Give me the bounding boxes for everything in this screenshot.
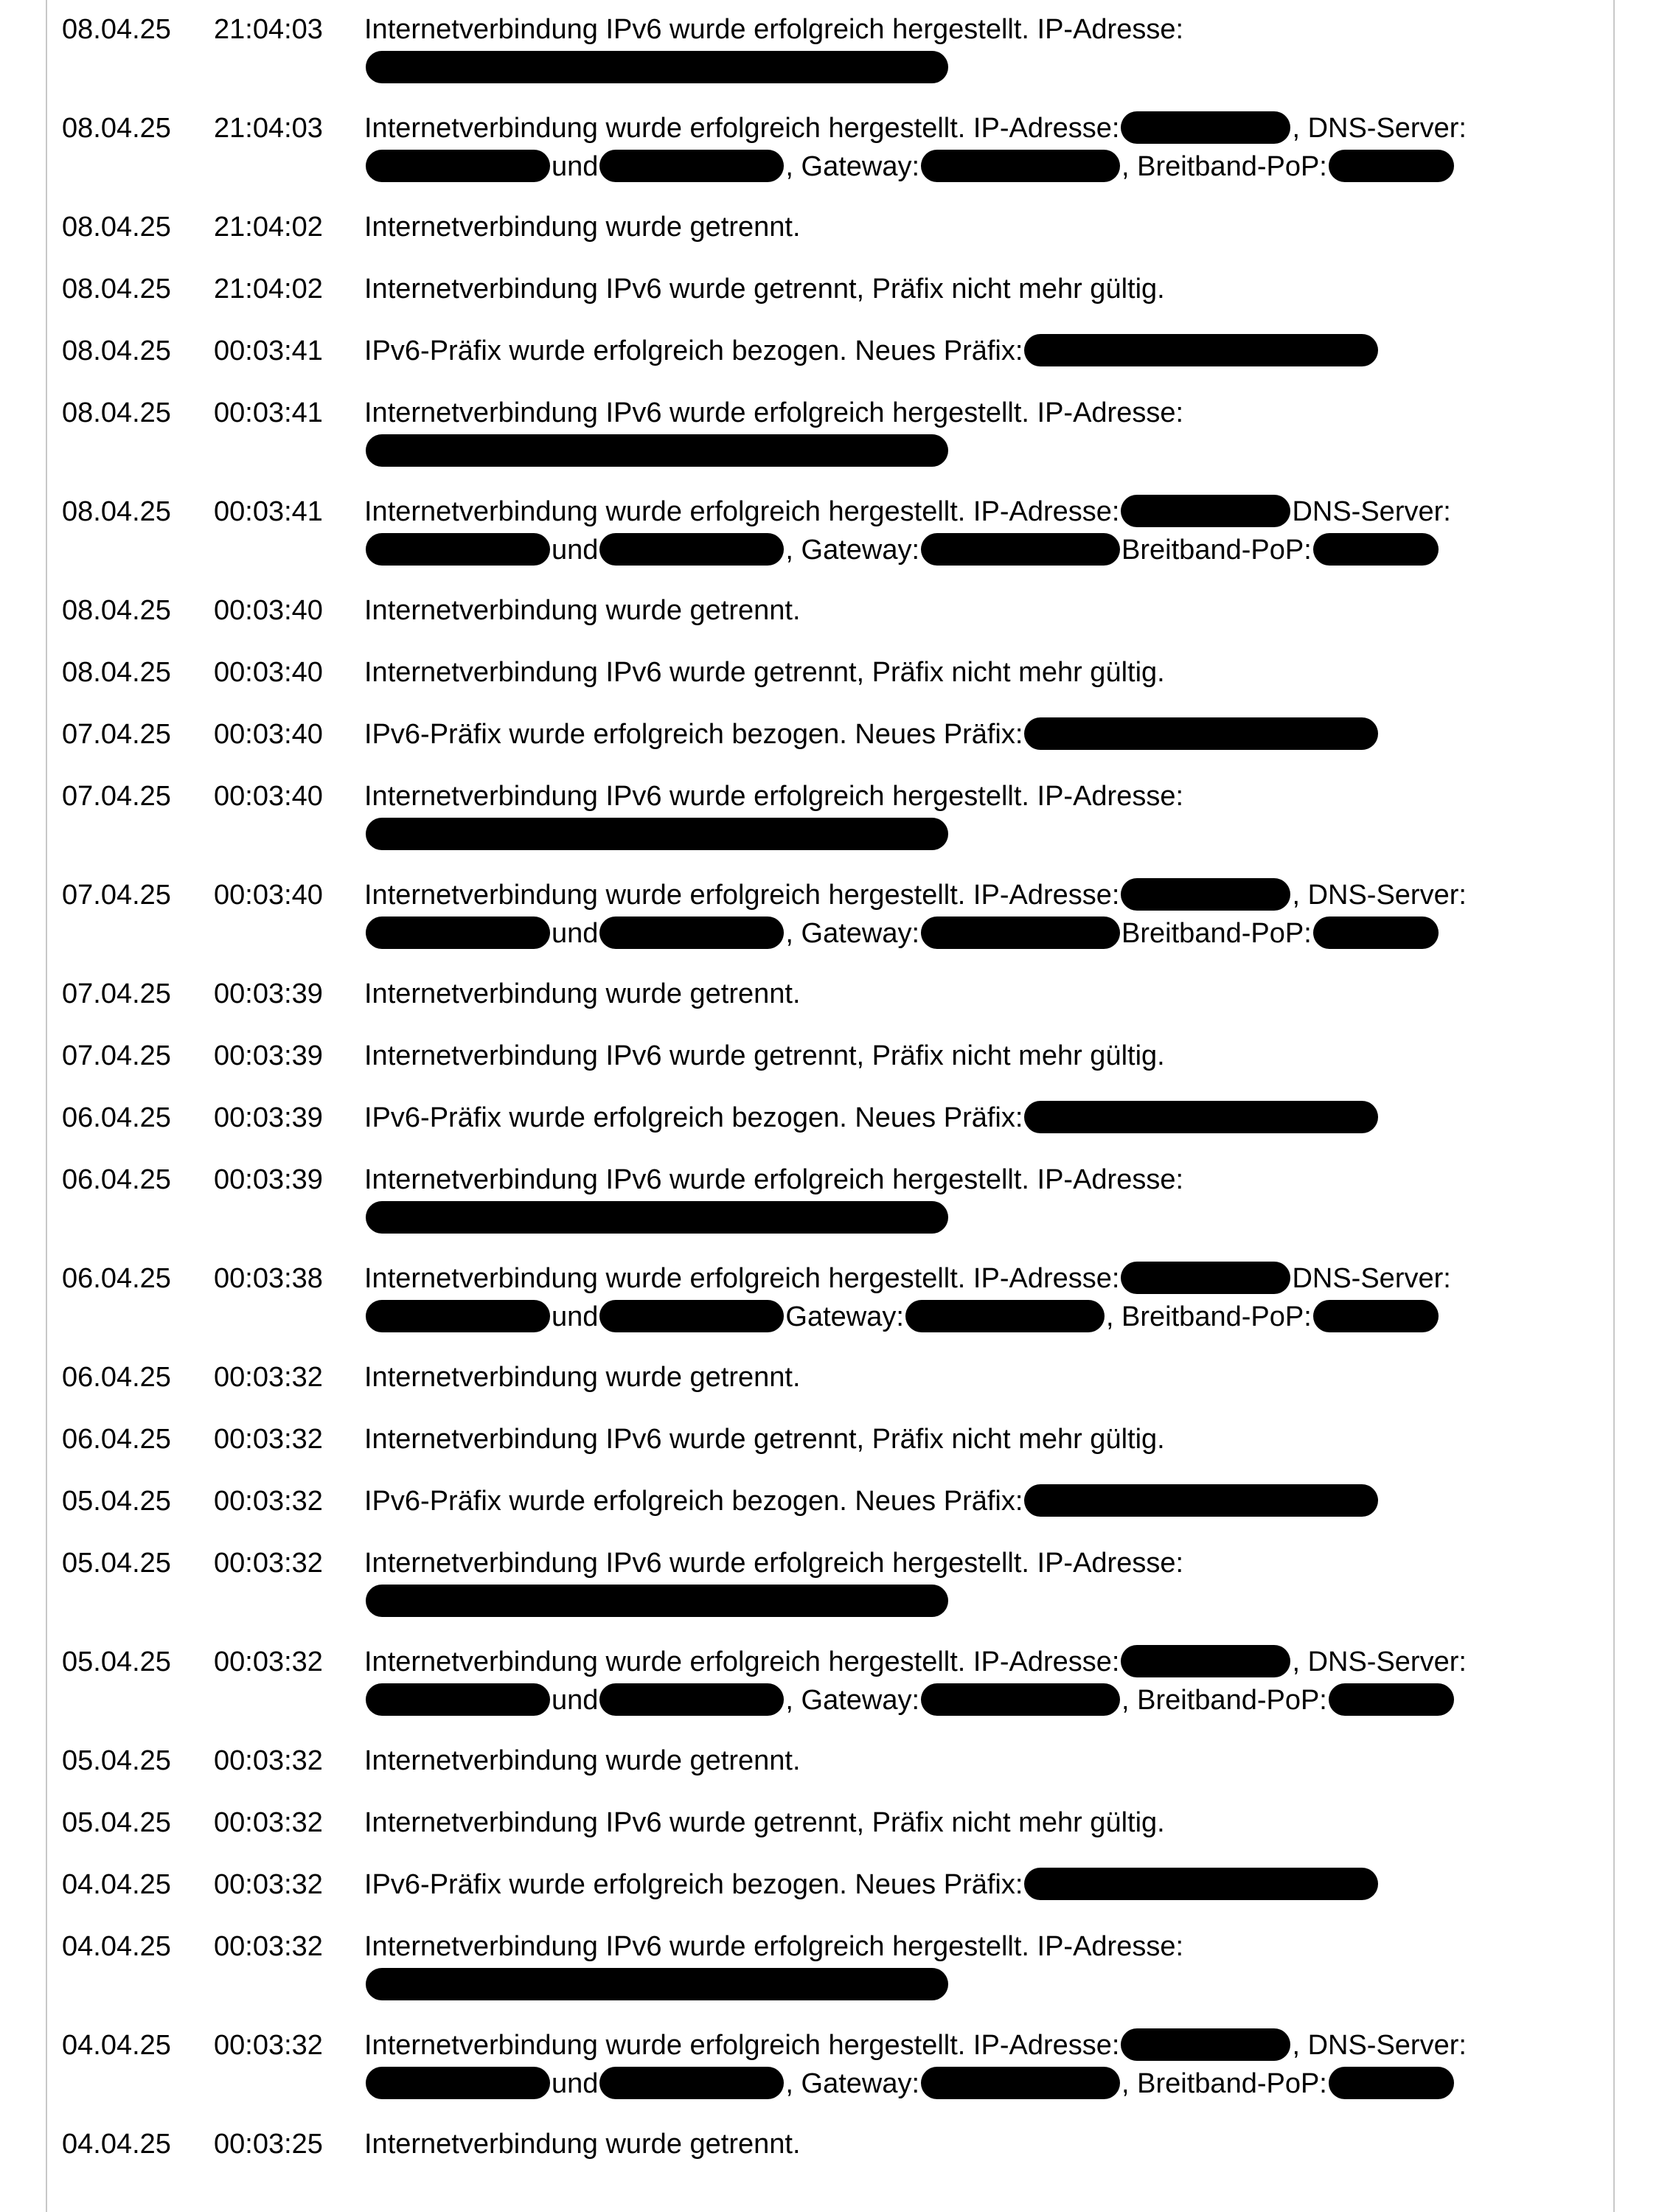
log-message-text: Internetverbindung IPv6 wurde getrennt, Präfix nicht mehr gültig. [364, 1807, 1165, 1838]
log-entry-date: 08.04.25 [62, 595, 171, 626]
redaction-mark [921, 2067, 1120, 2099]
redaction-mark [366, 150, 550, 182]
log-entry-time: 00:03:41 [214, 496, 323, 527]
redaction-mark [366, 2067, 550, 2099]
log-entry-date: 07.04.25 [62, 1040, 171, 1071]
redaction-mark [1313, 1300, 1439, 1332]
log-message-line [364, 1865, 1610, 1904]
log-entry-time: 21:04:03 [214, 14, 323, 45]
log-message-text: Internetverbindung wurde erfolgreich hergestellt. IP-Adresse: [364, 1263, 1120, 1294]
log-message-line [364, 394, 1610, 432]
log-message-line [364, 1681, 1610, 1719]
broadband-pop-label: , Breitband-PoP: [1105, 1301, 1312, 1332]
log-message-text: Internetverbindung IPv6 wurde getrennt, Präfix nicht mehr gültig. [364, 1040, 1165, 1071]
log-message-text: Internetverbindung wurde getrennt. [364, 1362, 801, 1393]
gateway-label: Gateway: [785, 1301, 904, 1332]
redaction-mark [599, 1300, 784, 1332]
dns-server-label: , DNS-Server: [1292, 113, 1467, 144]
log-message-text: Internetverbindung wurde erfolgreich hergestellt. IP-Adresse: [364, 113, 1120, 144]
log-entry-message [364, 1742, 1610, 1780]
log-message-text: IPv6-Präfix wurde erfolgreich bezogen. Neues Präfix: [364, 1869, 1023, 1900]
log-entry-date: 07.04.25 [62, 781, 171, 812]
log-message-line [364, 493, 1610, 531]
log-message-line [364, 1966, 1610, 2004]
redaction-mark [1329, 150, 1454, 182]
log-entry-message [364, 1643, 1610, 1719]
log-entry-message [364, 1544, 1610, 1621]
log-entry-message [364, 2125, 1610, 2163]
log-message-text: Internetverbindung wurde getrennt. [364, 595, 801, 626]
redaction-mark [1121, 495, 1290, 527]
log-message-line [364, 1099, 1610, 1137]
redaction-mark [1329, 1683, 1454, 1716]
log-entry-message [364, 975, 1610, 1013]
log-entry-time: 00:03:39 [214, 1164, 323, 1195]
log-message-text: Internetverbindung IPv6 wurde erfolgreich hergestellt. IP-Adresse: [364, 1931, 1184, 1962]
log-entry-time: 00:03:32 [214, 1548, 323, 1579]
broadband-pop-label: Breitband-PoP: [1121, 918, 1312, 949]
and-label: und [552, 151, 599, 182]
log-message-line [364, 2026, 1610, 2065]
log-entry-date: 06.04.25 [62, 1263, 171, 1294]
log-entry-time: 21:04:02 [214, 212, 323, 243]
log-entry-time: 00:03:25 [214, 2129, 323, 2160]
log-message-text: Internetverbindung IPv6 wurde erfolgreich hergestellt. IP-Adresse: [364, 397, 1184, 428]
log-entry-message [364, 208, 1610, 246]
redaction-mark [921, 1683, 1120, 1716]
and-label: und [552, 918, 599, 949]
log-message-line [364, 109, 1610, 147]
log-entry-message [364, 109, 1610, 186]
log-message-text: Internetverbindung wurde erfolgreich hergestellt. IP-Adresse: [364, 2030, 1120, 2061]
redaction-mark [1024, 1868, 1378, 1900]
log-message-text: Internetverbindung wurde getrennt. [364, 2129, 801, 2160]
log-entry-message [364, 591, 1610, 630]
log-entry-message [364, 777, 1610, 854]
redaction-mark [1121, 878, 1290, 911]
log-message-text: Internetverbindung wurde erfolgreich hergestellt. IP-Adresse: [364, 1646, 1120, 1677]
log-message-line [364, 1643, 1610, 1681]
log-message-text: Internetverbindung IPv6 wurde erfolgreich hergestellt. IP-Adresse: [364, 14, 1184, 45]
log-entry-time: 00:03:40 [214, 781, 323, 812]
log-entry-time: 00:03:32 [214, 1424, 323, 1455]
log-message-line [364, 1298, 1610, 1336]
log-message-line [364, 1804, 1610, 1842]
log-message-line [364, 332, 1610, 370]
log-entry-date: 06.04.25 [62, 1102, 171, 1133]
log-entry-time: 00:03:41 [214, 335, 323, 366]
log-entry-date: 06.04.25 [62, 1362, 171, 1393]
redaction-mark [599, 2067, 784, 2099]
dns-server-label: DNS-Server: [1292, 1263, 1451, 1294]
redaction-mark [905, 1300, 1105, 1332]
dns-server-label: , DNS-Server: [1292, 2030, 1467, 2061]
log-entry-time: 00:03:32 [214, 1931, 323, 1962]
log-message-text: Internetverbindung wurde erfolgreich hergestellt. IP-Adresse: [364, 880, 1120, 911]
redaction-mark [366, 1300, 550, 1332]
dns-server-label: DNS-Server: [1292, 496, 1451, 527]
log-message-line [364, 432, 1610, 470]
log-entry-time: 00:03:32 [214, 1486, 323, 1517]
log-entry-date: 04.04.25 [62, 2030, 171, 2061]
log-message-line [364, 270, 1610, 308]
log-entry-time: 21:04:03 [214, 113, 323, 144]
log-entry-date: 08.04.25 [62, 212, 171, 243]
gateway-label: , Gateway: [785, 535, 920, 566]
redaction-mark [366, 533, 550, 566]
redaction-mark [1024, 334, 1378, 366]
log-message-line [364, 777, 1610, 815]
gateway-label: , Gateway: [785, 1685, 920, 1716]
log-message-text: IPv6-Präfix wurde erfolgreich bezogen. Neues Präfix: [364, 1102, 1023, 1133]
log-message-text: Internetverbindung wurde getrennt. [364, 1745, 801, 1776]
log-message-line [364, 1927, 1610, 1966]
log-entry-time: 00:03:38 [214, 1263, 323, 1294]
log-entry-message [364, 10, 1610, 87]
log-entry-message [364, 1358, 1610, 1397]
log-entry-time: 00:03:40 [214, 880, 323, 911]
log-message-line [364, 531, 1610, 569]
log-entry-time: 00:03:39 [214, 1040, 323, 1071]
log-message-line [364, 1259, 1610, 1298]
log-entry-date: 08.04.25 [62, 397, 171, 428]
log-entry-message [364, 1099, 1610, 1137]
redaction-mark [366, 818, 948, 850]
redaction-mark [1121, 111, 1290, 144]
log-message-line [364, 914, 1610, 953]
dns-server-label: , DNS-Server: [1292, 1646, 1467, 1677]
log-message-text: Internetverbindung wurde erfolgreich hergestellt. IP-Adresse: [364, 496, 1120, 527]
log-entry-time: 00:03:40 [214, 657, 323, 688]
broadband-pop-label: Breitband-PoP: [1121, 535, 1312, 566]
log-message-line [364, 10, 1610, 49]
redaction-mark [1024, 1101, 1378, 1133]
log-message-line [364, 876, 1610, 914]
log-entry-time: 00:03:41 [214, 397, 323, 428]
log-entry-date: 04.04.25 [62, 1931, 171, 1962]
log-entry-message [364, 1037, 1610, 1075]
log-entry-time: 00:03:32 [214, 1869, 323, 1900]
log-entry-date: 04.04.25 [62, 1869, 171, 1900]
gateway-label: , Gateway: [785, 918, 920, 949]
log-entry-message [364, 493, 1610, 569]
log-entry-message [364, 2026, 1610, 2103]
log-message-line [364, 1544, 1610, 1582]
log-entry-date: 07.04.25 [62, 719, 171, 750]
broadband-pop-label: , Breitband-PoP: [1121, 151, 1327, 182]
log-entry-date: 08.04.25 [62, 14, 171, 45]
log-entry-message [364, 1927, 1610, 2004]
log-message-line [364, 2065, 1610, 2103]
redaction-mark [921, 917, 1120, 949]
redaction-mark [599, 150, 784, 182]
gateway-label: , Gateway: [785, 151, 920, 182]
log-entry-date: 05.04.25 [62, 1548, 171, 1579]
log-message-text: Internetverbindung IPv6 wurde getrennt, Präfix nicht mehr gültig. [364, 1424, 1165, 1455]
log-entry-message [364, 1161, 1610, 1237]
redaction-mark [366, 1585, 948, 1617]
log-entry-date: 05.04.25 [62, 1745, 171, 1776]
redaction-mark [1121, 2028, 1290, 2061]
log-message-line [364, 1742, 1610, 1780]
redaction-mark [1024, 1484, 1378, 1517]
log-entry-message [364, 270, 1610, 308]
log-entry-date: 07.04.25 [62, 978, 171, 1009]
gateway-label: , Gateway: [785, 2068, 920, 2099]
log-message-line [364, 1582, 1610, 1621]
redaction-mark [1121, 1262, 1290, 1294]
log-entry-time: 00:03:32 [214, 1807, 323, 1838]
broadband-pop-label: , Breitband-PoP: [1121, 1685, 1327, 1716]
log-message-line [364, 49, 1610, 87]
log-entry-time: 00:03:40 [214, 719, 323, 750]
log-entry-date: 08.04.25 [62, 335, 171, 366]
log-message-line [364, 815, 1610, 854]
log-entry-message [364, 1259, 1610, 1336]
log-entry-message [364, 332, 1610, 370]
log-entry-message [364, 1865, 1610, 1904]
log-message-line [364, 1161, 1610, 1199]
log-entry-time: 00:03:39 [214, 1102, 323, 1133]
redaction-mark [366, 51, 948, 83]
log-message-line [364, 147, 1610, 186]
log-message-text: Internetverbindung IPv6 wurde getrennt, Präfix nicht mehr gültig. [364, 274, 1165, 305]
redaction-mark [366, 434, 948, 467]
log-entry-message [364, 394, 1610, 470]
log-message-text: Internetverbindung wurde getrennt. [364, 978, 801, 1009]
log-entry-date: 08.04.25 [62, 657, 171, 688]
log-entry-message [364, 1804, 1610, 1842]
and-label: und [552, 535, 599, 566]
log-entry-time: 00:03:32 [214, 1745, 323, 1776]
and-label: und [552, 1685, 599, 1716]
log-entry-date: 08.04.25 [62, 496, 171, 527]
log-message-text: Internetverbindung IPv6 wurde erfolgreich hergestellt. IP-Adresse: [364, 1548, 1184, 1579]
redaction-mark [599, 533, 784, 566]
log-message-text: IPv6-Präfix wurde erfolgreich bezogen. Neues Präfix: [364, 335, 1023, 366]
log-message-text: IPv6-Präfix wurde erfolgreich bezogen. Neues Präfix: [364, 1486, 1023, 1517]
redaction-mark [366, 1201, 948, 1234]
log-message-line [364, 1037, 1610, 1075]
log-entry-time: 00:03:32 [214, 1646, 323, 1677]
log-entry-message [364, 715, 1610, 754]
log-entry-date: 05.04.25 [62, 1646, 171, 1677]
log-message-text: Internetverbindung IPv6 wurde erfolgreich hergestellt. IP-Adresse: [364, 781, 1184, 812]
and-label: und [552, 2068, 599, 2099]
log-entry-date: 05.04.25 [62, 1486, 171, 1517]
log-entry-date: 04.04.25 [62, 2129, 171, 2160]
log-message-line [364, 653, 1610, 692]
log-message-text: Internetverbindung IPv6 wurde getrennt, Präfix nicht mehr gültig. [364, 657, 1165, 688]
log-message-line [364, 591, 1610, 630]
redaction-mark [1313, 917, 1439, 949]
log-entry-message [364, 876, 1610, 953]
log-entry-message [364, 1482, 1610, 1520]
redaction-mark [599, 1683, 784, 1716]
log-message-line [364, 208, 1610, 246]
log-message-line [364, 715, 1610, 754]
log-entry-time: 00:03:32 [214, 2030, 323, 2061]
log-message-text: Internetverbindung wurde getrennt. [364, 212, 801, 243]
redaction-mark [366, 1683, 550, 1716]
log-message-line [364, 1482, 1610, 1520]
log-entry-message [364, 1420, 1610, 1458]
log-entry-time: 21:04:02 [214, 274, 323, 305]
redaction-mark [366, 1968, 948, 2000]
redaction-mark [1024, 717, 1378, 750]
log-entry-time: 00:03:40 [214, 595, 323, 626]
redaction-mark [1313, 533, 1439, 566]
log-entry-date: 08.04.25 [62, 274, 171, 305]
log-message-text: IPv6-Präfix wurde erfolgreich bezogen. Neues Präfix: [364, 719, 1023, 750]
redaction-mark [1121, 1645, 1290, 1677]
redaction-mark [1329, 2067, 1454, 2099]
log-message-line [364, 1358, 1610, 1397]
event-log-panel [46, 0, 1615, 2212]
log-entry-time: 00:03:32 [214, 1362, 323, 1393]
redaction-mark [921, 533, 1120, 566]
dns-server-label: , DNS-Server: [1292, 880, 1467, 911]
log-message-line [364, 1420, 1610, 1458]
log-message-text: Internetverbindung IPv6 wurde erfolgreich hergestellt. IP-Adresse: [364, 1164, 1184, 1195]
redaction-mark [366, 917, 550, 949]
log-message-line [364, 1199, 1610, 1237]
log-entry-date: 06.04.25 [62, 1164, 171, 1195]
log-entry-message [364, 653, 1610, 692]
redaction-mark [921, 150, 1120, 182]
log-entry-time: 00:03:39 [214, 978, 323, 1009]
log-message-line [364, 2125, 1610, 2163]
broadband-pop-label: , Breitband-PoP: [1121, 2068, 1327, 2099]
log-message-line [364, 975, 1610, 1013]
and-label: und [552, 1301, 599, 1332]
redaction-mark [599, 917, 784, 949]
log-entry-date: 08.04.25 [62, 113, 171, 144]
log-entry-date: 05.04.25 [62, 1807, 171, 1838]
log-entry-date: 07.04.25 [62, 880, 171, 911]
log-entry-date: 06.04.25 [62, 1424, 171, 1455]
